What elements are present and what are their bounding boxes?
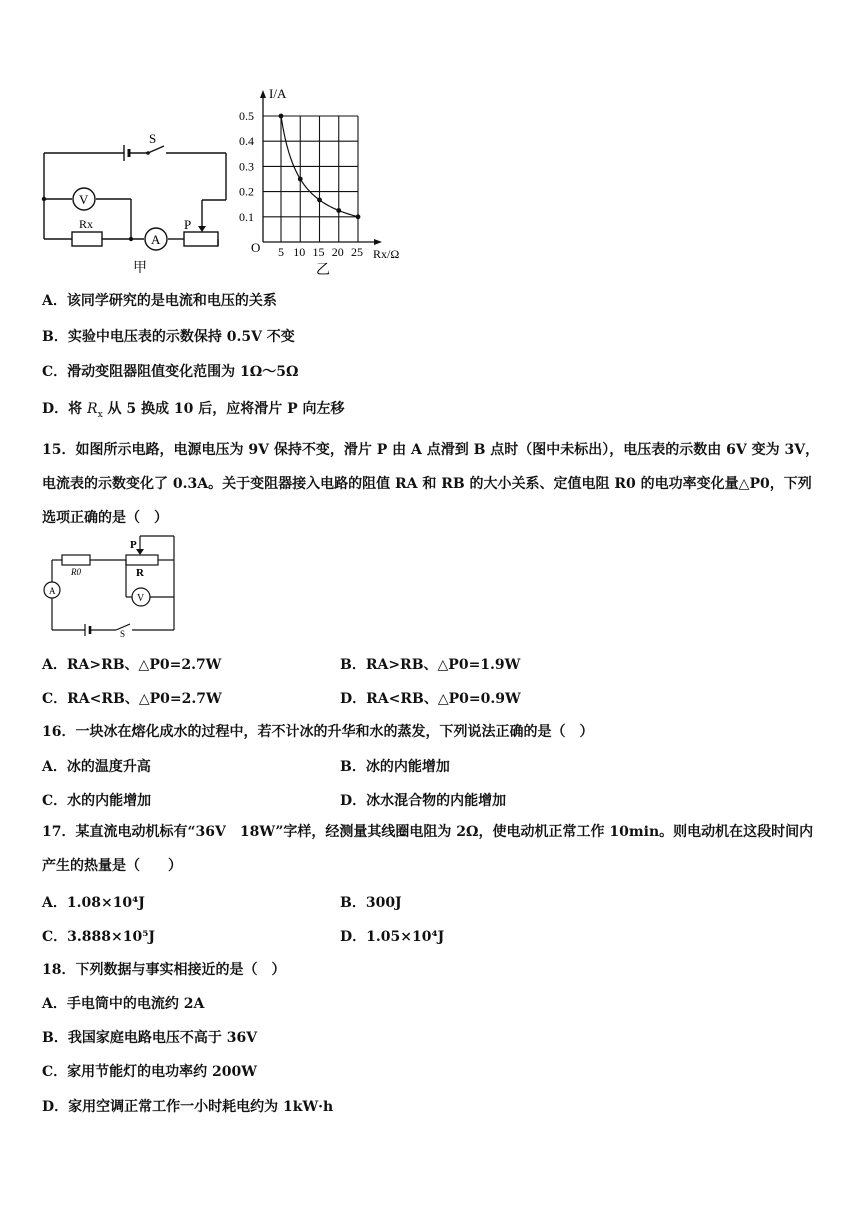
- q17-option-c: C．3.888×10⁵J: [42, 929, 155, 945]
- q16-option-c: C．水的内能增加: [42, 793, 152, 809]
- y-tick-label: 0.3: [239, 159, 254, 174]
- q18-option-c: C．家用节能灯的电功率约 200W: [42, 1064, 257, 1080]
- x-tick-label: 25: [351, 245, 363, 259]
- q15-option-a: A．RA>RB、△P0=2.7W: [42, 657, 222, 673]
- q14-option-c: C．滑动变阻器阻值变化范围为 1Ω～5Ω: [42, 364, 299, 380]
- y-tick-label: 0.4: [239, 134, 254, 149]
- rheostat-r-label: R: [136, 567, 144, 579]
- q15-stem: 15．如图所示电路，电源电压为 9V 保持不变，滑片 P 由 A 点滑到 B 点时（图中未标出），电压表的示数由 6V 变为 3V，电流表的示数变化了 0.3A。关于变阻器接入电路的阻值 RA 和 RB 的大小关系、定值电阻 R0 的电功率变化量△P0，下列选项正确的是（ ）: [42, 442, 820, 526]
- figure-caption-yi: 乙: [316, 263, 330, 278]
- q14-option-b: B．实验中电压表的示数保持 0.5V 不变: [42, 329, 295, 345]
- y-axis-arrow: [260, 90, 266, 98]
- switch-s-label: S: [120, 629, 126, 638]
- circuit-diagram-q15: [40, 534, 190, 638]
- figure-caption-jia: 甲: [133, 261, 147, 276]
- q17-option-b: B．300J: [340, 895, 402, 911]
- y-axis-label: I/A: [269, 86, 287, 101]
- q17-option-d: D．1.05×10⁴J: [340, 929, 445, 945]
- slider-label: P: [184, 217, 192, 232]
- y-tick-label: 0.2: [239, 184, 254, 199]
- data-point: [356, 214, 361, 219]
- q18-option-b: B．我国家庭电路电压不高于 36V: [42, 1030, 258, 1046]
- q16-option-b: B．冰的内能增加: [340, 759, 450, 775]
- q15-option-d: D．RA<RB、△P0=0.9W: [340, 691, 521, 707]
- q17-option-a: A．1.08×10⁴J: [42, 895, 145, 911]
- data-point: [279, 114, 284, 119]
- y-tick-label: 0.5: [239, 109, 254, 123]
- x-axis-label: Rx/Ω: [373, 247, 400, 261]
- x-tick-label: 15: [312, 245, 325, 259]
- x-tick-label: 5: [278, 245, 284, 259]
- q15-option-c: C．RA<RB、△P0=2.7W: [42, 691, 222, 707]
- y-tick-label: 0.1: [239, 209, 254, 224]
- q18-stem: 18．下列数据与事实相接近的是（ ）: [42, 962, 286, 978]
- q17-stem: 17．某直流电动机标有“36V 18W”字样，经测量其线圈电阻为 2Ω，使电动机正常工作 10min。则电动机在这段时间内产生的热量是（ ）: [42, 824, 814, 874]
- ammeter-label: A: [151, 232, 161, 247]
- resistor-label: Rx: [79, 217, 94, 231]
- x-tick-label: 10: [293, 245, 306, 259]
- voltmeter-label: V: [79, 192, 89, 207]
- data-point: [336, 208, 341, 213]
- x-tick-label: 20: [331, 245, 344, 259]
- origin-label: O: [251, 240, 261, 255]
- q16-option-a: A．冰的温度升高: [42, 759, 151, 775]
- ammeter-a-label: A: [49, 586, 56, 596]
- voltmeter-v-label: V: [137, 593, 145, 604]
- r0-label: R0: [71, 567, 81, 577]
- q14-option-d: D．将 $R_x$ 从 5 换成 10 后，应将滑片 P 向左移: [42, 401, 345, 420]
- slider-p-label: P: [130, 539, 137, 551]
- data-point: [298, 177, 303, 182]
- x-axis-arrow: [374, 239, 382, 245]
- switch-label: S: [149, 131, 157, 146]
- q18-option-a: A．手电筒中的电流约 2A: [42, 996, 205, 1012]
- q18-option-d: D．家用空调正常工作一小时耗电约为 1kW·h: [42, 1099, 334, 1115]
- data-point: [317, 198, 322, 203]
- circuit-diagram-jia: [36, 126, 246, 276]
- q16-stem: 16．一块冰在熔化成水的过程中，若不计冰的升华和水的蒸发，下列说法正确的是（ ）: [42, 724, 594, 740]
- q14-option-a: A．该同学研究的是电流和电压的关系: [42, 293, 277, 309]
- q15-option-b: B．RA>RB、△P0=1.9W: [340, 657, 521, 673]
- q16-option-d: D．冰水混合物的内能增加: [340, 793, 507, 809]
- current-resistance-graph: [236, 84, 416, 280]
